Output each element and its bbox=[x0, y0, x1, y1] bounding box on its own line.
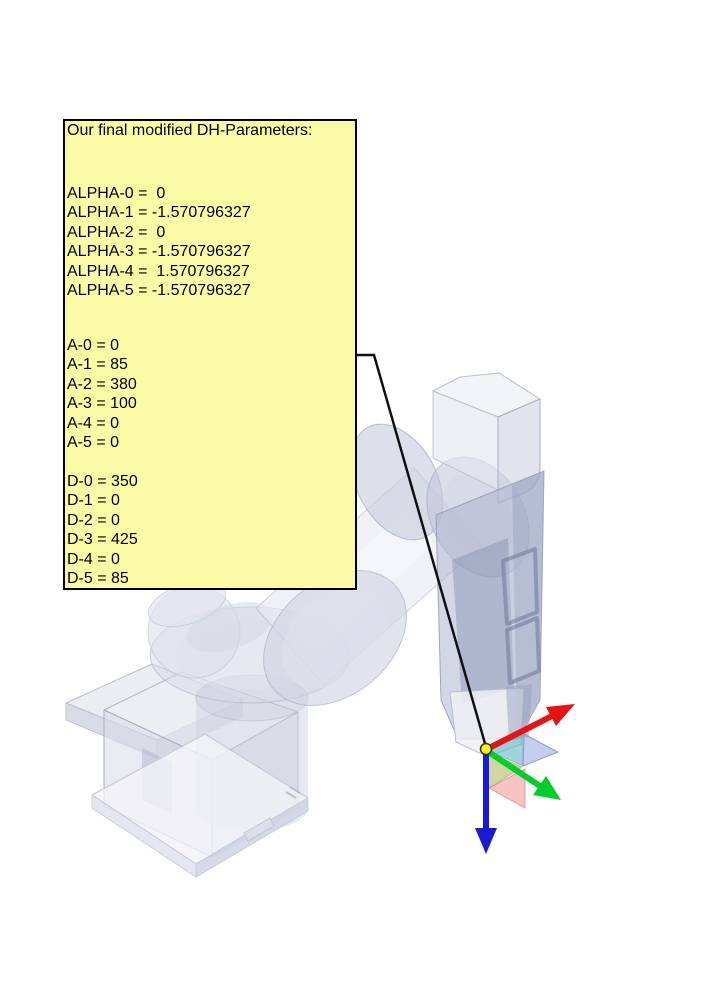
d-parameters-block bbox=[67, 472, 138, 588]
a-parameters-block bbox=[67, 336, 137, 452]
forearm-window-upper bbox=[503, 549, 537, 624]
dh-param-line: D-3 = 425 bbox=[67, 531, 138, 549]
dh-param-line: D-0 = 350 bbox=[67, 473, 138, 490]
dh-param-line: D-1 = 0 bbox=[67, 492, 120, 510]
dh-param-line: ALPHA-2 = 0 bbox=[67, 223, 166, 241]
dh-param-line: A-3 = 100 bbox=[67, 395, 137, 413]
dh-param-line: ALPHA-5 = -1.570796327 bbox=[67, 281, 251, 299]
alpha-parameters-block bbox=[67, 184, 251, 300]
tool-origin-marker bbox=[481, 744, 492, 755]
callout-title: Our final modified DH-Parameters: bbox=[67, 122, 313, 139]
dh-parameters-callout bbox=[63, 119, 357, 590]
x-axis-arrowhead bbox=[546, 704, 575, 726]
dh-param-line: ALPHA-1 = -1.570796327 bbox=[67, 204, 251, 222]
forearm-window-lower bbox=[507, 618, 539, 683]
dh-param-line: D-2 = 0 bbox=[67, 511, 120, 529]
y-axis-arrowhead bbox=[533, 776, 561, 800]
dh-param-line: A-5 = 0 bbox=[67, 433, 120, 451]
z-axis-arrowhead bbox=[475, 828, 497, 854]
plane-patch-lavender bbox=[523, 734, 558, 766]
dh-param-line: ALPHA-4 = 1.570796327 bbox=[67, 262, 250, 280]
dh-param-line: A-2 = 380 bbox=[67, 375, 137, 393]
dh-param-line: A-1 = 85 bbox=[67, 356, 128, 374]
dh-param-line: A-0 = 0 bbox=[67, 337, 120, 354]
dh-param-line: D-5 = 85 bbox=[67, 569, 129, 587]
dh-param-line: A-4 = 0 bbox=[67, 414, 120, 432]
dh-param-line: D-4 = 0 bbox=[67, 550, 120, 568]
dh-param-line: ALPHA-3 = -1.570796327 bbox=[67, 243, 251, 261]
dh-param-line: ALPHA-0 = 0 bbox=[67, 185, 166, 202]
